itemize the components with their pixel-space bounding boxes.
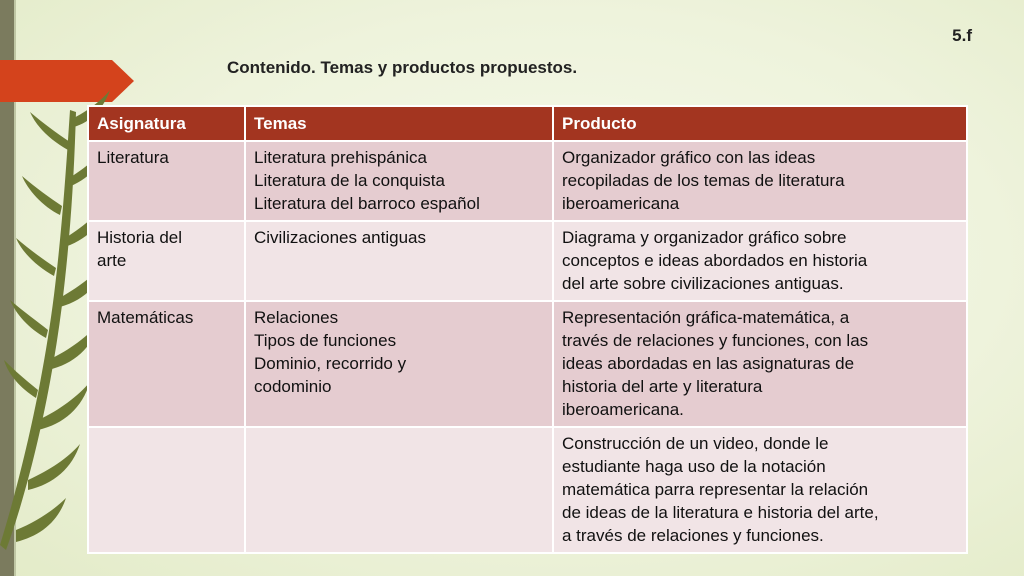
header-producto: Producto	[553, 106, 967, 141]
cell-producto	[553, 141, 967, 221]
cell-asignatura	[88, 427, 245, 553]
slide-number: 5.f	[952, 26, 972, 45]
cell-line: matemática parra representar la relación	[562, 480, 869, 499]
cell-line: arte	[97, 251, 127, 270]
cell-line: Civilizaciones antiguas	[254, 228, 426, 247]
table-row	[88, 141, 967, 221]
cell-line: Literatura del barroco español	[254, 194, 480, 213]
cell-producto	[553, 427, 967, 553]
table-header-row	[88, 106, 967, 141]
cell-line: Organizador gráfico con las ideas	[562, 148, 816, 167]
table-row	[88, 427, 967, 553]
cell-line: del arte sobre civilizaciones antiguas.	[562, 274, 844, 293]
cell-line: Diagrama y organizador gráfico sobre	[562, 228, 847, 247]
cell-line: ideas abordadas en las asignaturas de	[562, 354, 855, 373]
cell-line: conceptos e ideas abordados en historia	[562, 251, 868, 270]
cell-line: iberoamericana.	[562, 400, 684, 419]
cell-producto	[553, 301, 967, 427]
cell-line: través de relaciones y funciones, con las	[562, 331, 869, 350]
cell-line: Dominio, recorrido y	[254, 354, 407, 373]
cell-asignatura	[88, 221, 245, 301]
cell-line: a través de relaciones y funciones.	[562, 526, 824, 545]
cell-line: de ideas de la literatura e historia del arte,	[562, 503, 879, 522]
cell-line: iberoamericana	[562, 194, 680, 213]
table-row	[88, 301, 967, 427]
cell-asignatura	[88, 301, 245, 427]
cell-line: Matemáticas	[97, 308, 194, 327]
cell-line: Literatura	[97, 148, 169, 167]
cell-line: historia del arte y literatura	[562, 377, 763, 396]
cell-line: codominio	[254, 377, 332, 396]
cell-line: Tipos de funciones	[254, 331, 397, 350]
cell-line: Construcción de un video, donde le	[562, 434, 829, 453]
content-table	[87, 105, 968, 554]
cell-line: recopiladas de los temas de literatura	[562, 171, 845, 190]
cell-producto	[553, 221, 967, 301]
cell-asignatura	[88, 141, 245, 221]
slide-title: Contenido. Temas y productos propuestos.	[227, 58, 578, 77]
cell-line: Literatura prehispánica	[254, 148, 427, 167]
header-asignatura: Asignatura	[88, 106, 245, 141]
cell-temas	[245, 141, 553, 221]
cell-temas	[245, 221, 553, 301]
cell-line: estudiante haga uso de la notación	[562, 457, 826, 476]
table-row	[88, 221, 967, 301]
cell-line: Relaciones	[254, 308, 339, 327]
header-temas: Temas	[245, 106, 553, 141]
cell-line: Literatura de la conquista	[254, 171, 445, 190]
cell-temas	[245, 301, 553, 427]
cell-line: Historia del	[97, 228, 183, 247]
cell-line: Representación gráfica-matemática, a	[562, 308, 850, 327]
cell-temas	[245, 427, 553, 553]
